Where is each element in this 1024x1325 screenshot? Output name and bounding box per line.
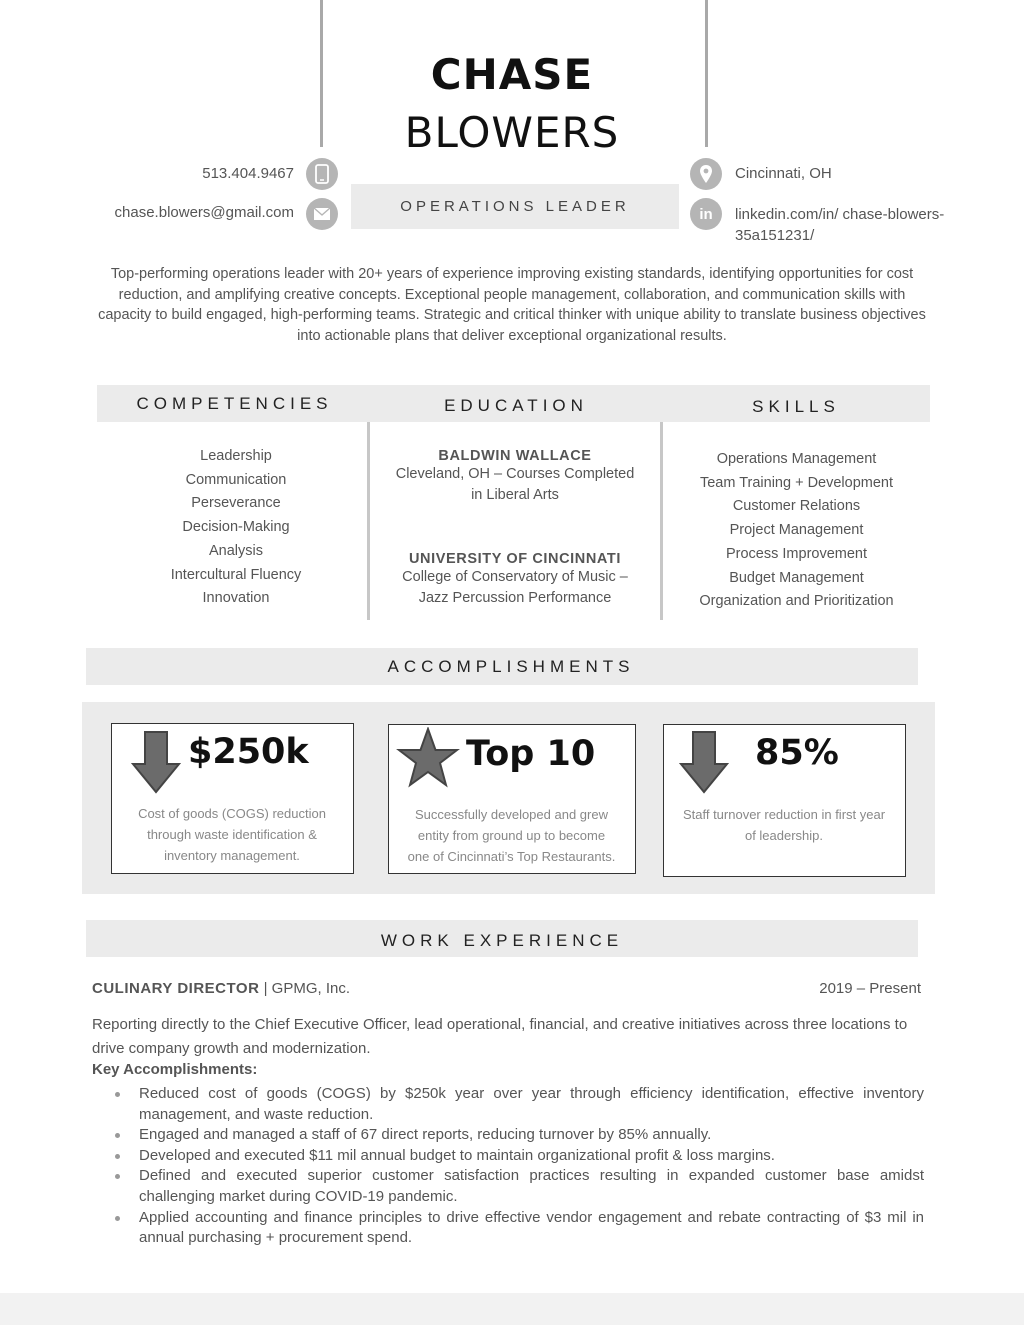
accomplishment-card (663, 724, 906, 877)
education-entry (370, 551, 660, 609)
work-experience-heading: WORK EXPERIENCE (380, 931, 624, 950)
school-name: UNIVERSITY OF CINCINNATI (408, 551, 622, 567)
location-text: Cincinnati, OH (735, 165, 832, 182)
list-item: Decision-Making (182, 519, 290, 536)
accomplishment-value: 85% (755, 733, 839, 773)
school-detail: in Liberal Arts (471, 486, 559, 503)
summary-paragraph: Top-performing operations leader with 20+ years of experience improving existing standards, identifying opportunities for cost reduction, and amplifying creative concepts. Exceptional people management, collaboration, and communication skills with capacity to build engaged, high-performing teams. Strategic and critical thinker with unique ability to translate business objectives into actionable plans that deliver exceptional organizational results. (98, 266, 926, 344)
location-pin-icon (690, 158, 722, 190)
accomplishments-heading: ACCOMPLISHMENTS (387, 657, 635, 676)
list-item: Engaged and managed a staff of 67 direct reports, reducing turnover by 85% annually. (92, 1125, 924, 1146)
list-item: Customer Relations (732, 498, 861, 515)
accomplishment-description (389, 804, 634, 867)
list-item: Innovation (202, 590, 270, 607)
accomplishment-value: $250k (188, 732, 309, 772)
phone-text[interactable]: 513.404.9467 (202, 165, 294, 182)
list-item: Project Management (729, 522, 864, 539)
job-bullets (92, 1084, 924, 1249)
linkedin-line-2: 35a151231/ (735, 227, 815, 244)
last-name: BLOWERS (404, 108, 620, 157)
job-company: GPMG, Inc. (271, 980, 351, 997)
job-description: Reporting directly to the Chief Executive Officer, lead operational, financial, and creative initiatives across three locations to drive company growth and modernization. (92, 1016, 908, 1057)
school-detail: College of Conservatory of Music – (402, 569, 628, 585)
job-title: CULINARY DIRECTOR (92, 980, 260, 997)
education-entry (370, 448, 660, 506)
list-item: Team Training + Development (699, 474, 894, 491)
competencies-heading: COMPETENCIES (136, 394, 333, 413)
accomplishment-description (664, 804, 904, 846)
list-item: Reduced cost of goods (COGS) by $250k year over year through efficiency identification, effective inventory management, and waste reduction. (92, 1084, 924, 1125)
description-line: entity from ground up to become (417, 828, 606, 843)
description-line: Staff turnover reduction in first year (682, 807, 886, 822)
list-item: Leadership (200, 448, 272, 464)
phone-icon (306, 158, 338, 190)
competencies-list (97, 445, 375, 611)
email-text[interactable]: chase.blowers@gmail.com (114, 204, 294, 221)
linkedin-icon: in (690, 198, 722, 230)
list-item: Budget Management (729, 569, 864, 586)
list-item: Perseverance (191, 495, 281, 512)
school-detail: Cleveland, OH – Courses Completed (395, 466, 635, 482)
key-accomplishments-label: Key Accomplishments: (92, 1061, 258, 1078)
list-item: Process Improvement (725, 545, 868, 562)
skills-heading: SKILLS (752, 397, 840, 416)
list-item: Operations Management (716, 451, 877, 467)
job-separator: | (263, 980, 268, 997)
education-heading: EDUCATION (444, 396, 588, 415)
footer-bar (0, 1293, 1024, 1325)
list-item: Communication (185, 471, 287, 488)
role-title: OPERATIONS LEADER (351, 184, 679, 229)
description-line: of leadership. (744, 828, 824, 843)
accomplishment-description (112, 803, 352, 866)
down-arrow-icon (131, 730, 181, 794)
down-arrow-icon (679, 730, 729, 794)
linkedin-link[interactable] (735, 204, 944, 246)
skills-list (663, 448, 930, 614)
school-detail: Jazz Percussion Performance (418, 589, 612, 606)
star-icon (396, 727, 460, 789)
list-item: Analysis (209, 542, 263, 559)
list-item: Applied accounting and finance principles to drive effective vendor engagement and rebate contracting of $3 mil in annual purchasing + procurement spend. (92, 1208, 924, 1249)
school-name: BALDWIN WALLACE (438, 448, 592, 464)
description-line: inventory management. (164, 848, 300, 863)
description-line: Successfully developed and grew (415, 807, 608, 822)
accomplishment-card (388, 724, 636, 874)
list-item: Intercultural Fluency (170, 566, 302, 583)
job-dates: 2019 – Present (819, 980, 921, 997)
list-item: Defined and executed superior customer satisfaction practices resulting in expanded customer base amidst challenging market during COVID-19 pandemic. (92, 1166, 924, 1207)
email-icon (306, 198, 338, 230)
description-line: Cost of goods (COGS) reduction (138, 806, 326, 821)
list-item: Organization and Prioritization (699, 593, 894, 610)
accomplishment-card (111, 723, 354, 874)
description-line: through waste identification & (147, 827, 317, 842)
accomplishment-value: Top 10 (466, 734, 596, 774)
first-name: CHASE (430, 50, 594, 99)
job-title-line (92, 980, 350, 997)
description-line: one of Cincinnati’s Top Restaurants. (407, 849, 616, 864)
list-item: Developed and executed $11 mil annual budget to maintain organizational profit & loss margins. (92, 1146, 924, 1167)
linkedin-line-1: linkedin.com/in/ chase-blowers- (735, 206, 945, 223)
